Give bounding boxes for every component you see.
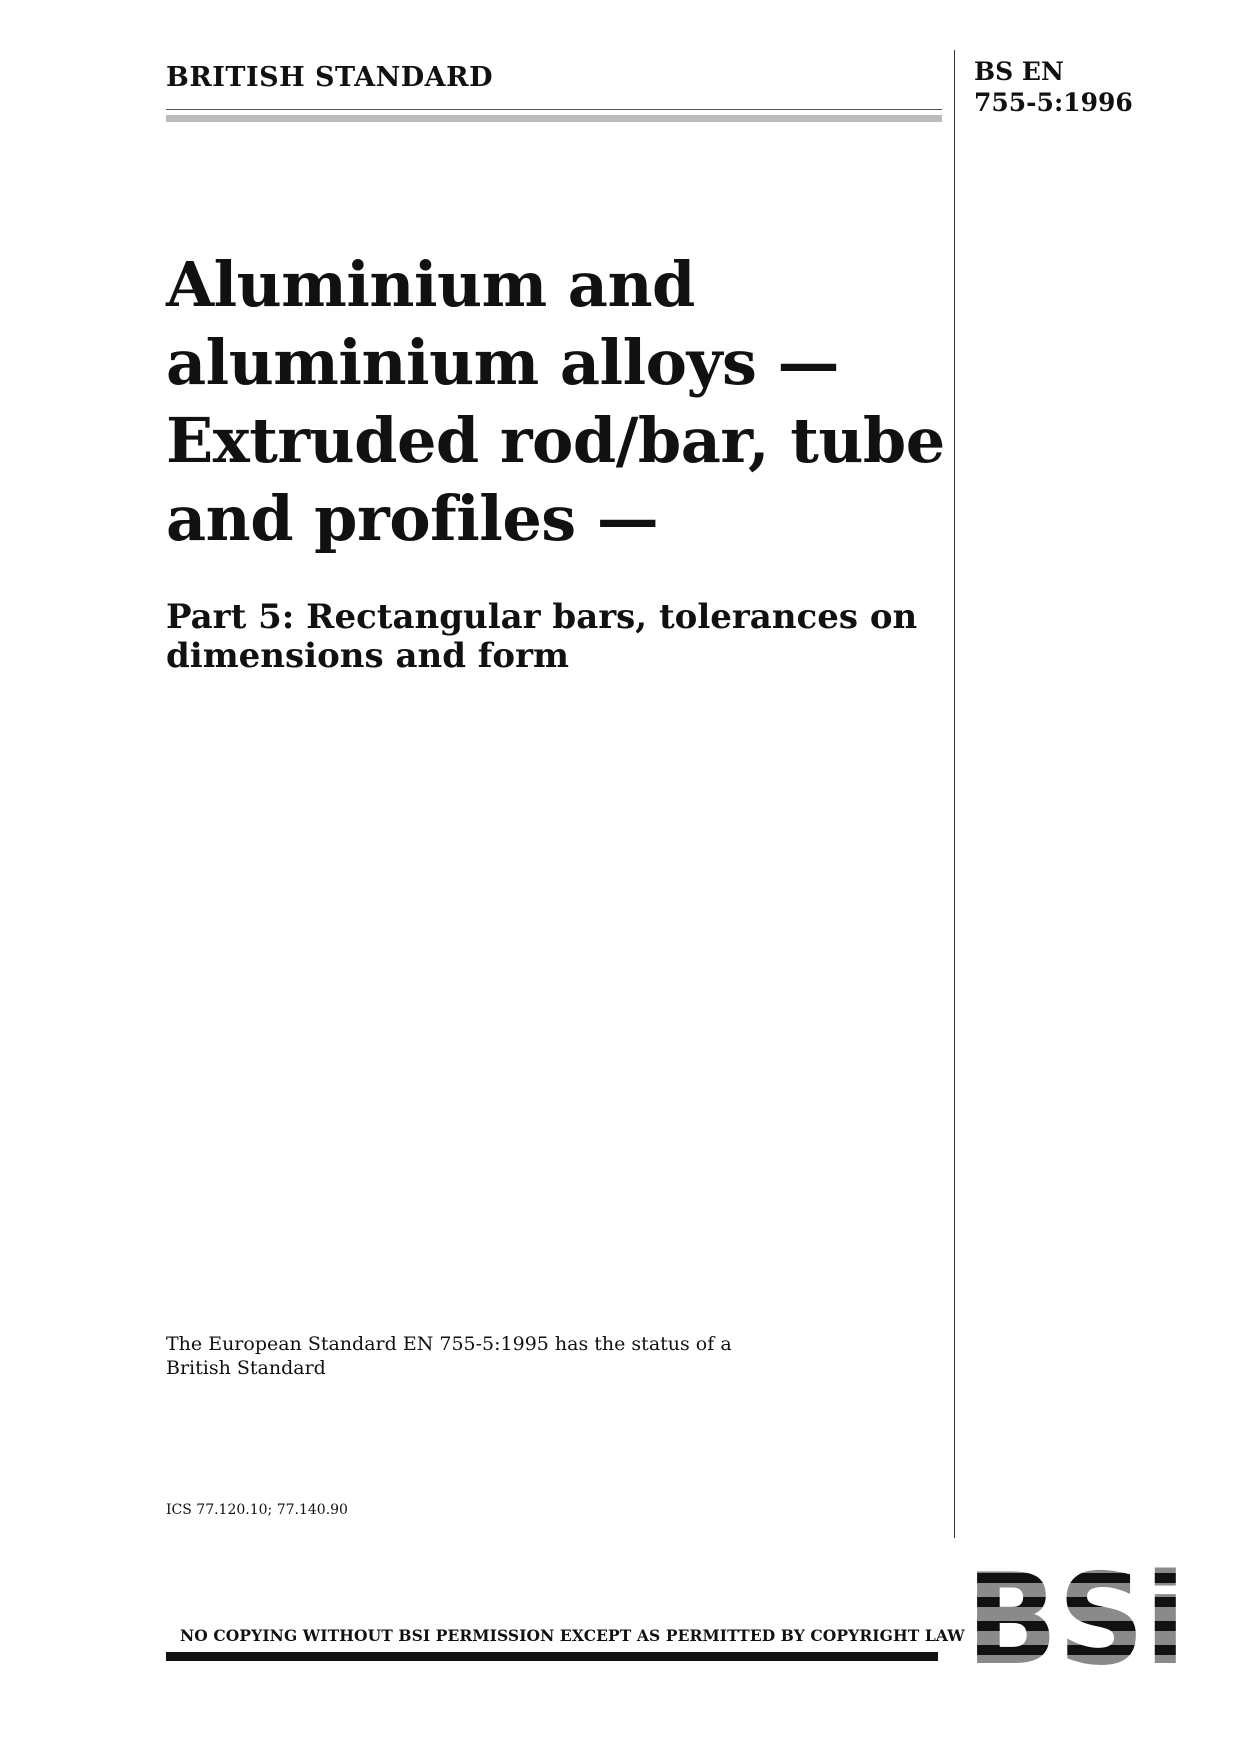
copyright-notice: NO COPYING WITHOUT BSI PERMISSION EXCEPT AS PERMITTED BY COPYRIGHT LAW — [180, 1626, 965, 1645]
header-rule-gray — [166, 115, 942, 122]
footer-bar — [166, 1652, 938, 1661]
subtitle-line: Part 5: Rectangular bars, tolerances on — [166, 597, 918, 637]
status-note — [166, 1332, 766, 1380]
standard-number-line1: BS EN — [974, 57, 1064, 86]
standard-number — [974, 56, 1133, 118]
status-note-line: The European Standard EN 755-5:1995 has the status of a — [166, 1333, 732, 1355]
document-title — [166, 246, 946, 558]
status-note-line: British Standard — [166, 1357, 326, 1379]
standard-number-line2: 755-5:1996 — [974, 88, 1133, 117]
brand-label: BRITISH STANDARD — [166, 62, 493, 93]
bsi-logo — [966, 1557, 1186, 1669]
header-rule-thin — [166, 109, 942, 110]
title-line: Aluminium and — [166, 248, 695, 321]
subtitle-line: dimensions and form — [166, 636, 570, 676]
title-line: and profiles — — [166, 482, 659, 555]
title-line: Extruded rod/bar, tube — [166, 404, 945, 477]
ics-code: ICS 77.120.10; 77.140.90 — [166, 1502, 348, 1518]
document-subtitle — [166, 598, 946, 676]
title-line: aluminium alloys — — [166, 326, 839, 399]
vertical-divider — [954, 50, 955, 1538]
